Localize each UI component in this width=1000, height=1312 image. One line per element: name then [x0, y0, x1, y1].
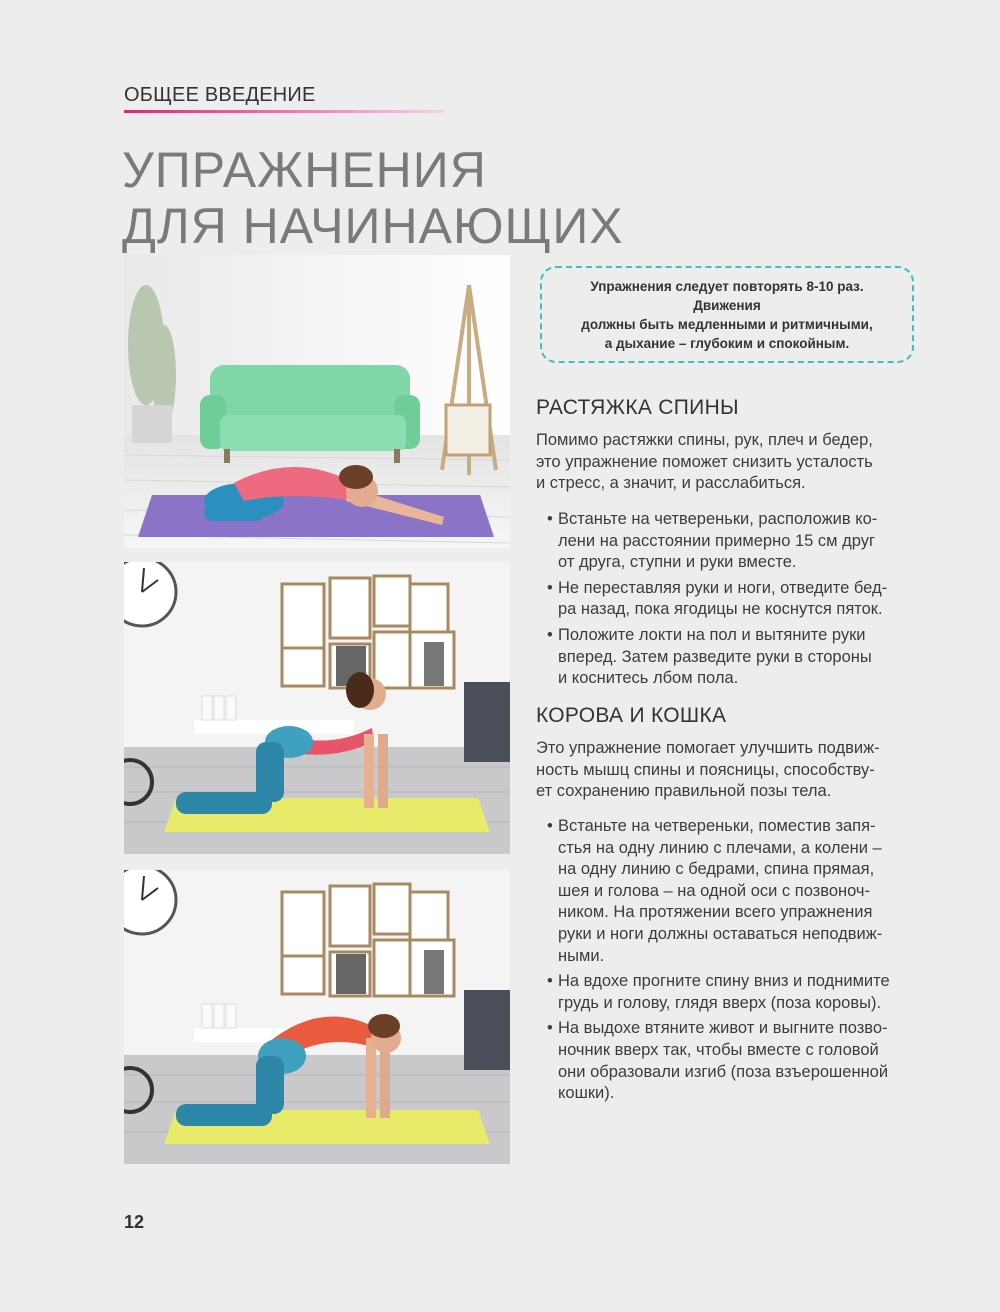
section-heading-back-stretch: РАСТЯЖКА СПИНЫ: [536, 396, 739, 419]
section-label-underline: [124, 110, 444, 113]
step-line: стья на одну линию с плечами, а колени –: [558, 838, 882, 857]
cat-pose-photo: [124, 870, 510, 1164]
step-line: • На вдохе прогните спину вниз и поднимите: [558, 972, 890, 991]
intro-line: ность мышц спины и поясницы, способству-: [536, 760, 875, 779]
step-line: лени на расстоянии примерно 15 см друг: [558, 531, 875, 550]
step-line: ными.: [558, 946, 605, 965]
step-item: [548, 971, 922, 1014]
tip-callout-box: [540, 266, 914, 363]
step-line: грудь и голову, глядя вверх (поза коровы).: [558, 993, 882, 1012]
steps-list-back-stretch: [548, 509, 922, 694]
step-line: кошки).: [558, 1084, 615, 1103]
child-pose-photo: [124, 255, 510, 548]
section-heading-cow-cat: КОРОВА И КОШКА: [536, 704, 727, 727]
step-line: • Встаньте на четвереньки, поместив запя-: [558, 817, 876, 835]
step-item: [548, 578, 922, 621]
section-intro-cow-cat: [536, 738, 922, 803]
page-title-line-1: УПРАЖНЕНИЯ: [122, 142, 487, 198]
step-line: от друга, ступни и руки вместе.: [558, 553, 797, 572]
step-item: [548, 509, 922, 574]
page-title: [122, 142, 624, 254]
step-item: [548, 625, 922, 690]
tip-line-2: должны быть медленными и ритмичными,: [581, 316, 873, 332]
step-line: вперед. Затем разведите руки в стороны: [558, 647, 872, 666]
step-line: ра назад, пока ягодицы не коснутся пяток.: [558, 600, 883, 619]
cow-pose-photo: [124, 562, 510, 854]
step-line: • Положите локти на пол и вытяните руки: [558, 625, 866, 644]
section-label: ОБЩЕЕ ВВЕДЕНИЕ: [124, 84, 316, 106]
step-line: шея и голова – на одной оси с позвоноч-: [558, 881, 871, 900]
step-line: они образовали изгиб (поза взъерошенной: [558, 1062, 889, 1081]
tip-line-1: Упражнения следует повторять 8-10 раз. Движения: [590, 278, 864, 313]
page-title-line-2: ДЛЯ НАЧИНАЮЩИХ: [122, 198, 624, 254]
section-intro-back-stretch: [536, 430, 922, 495]
step-line: и коснитесь лбом пола.: [558, 669, 739, 688]
step-line: • Встаньте на четвереньки, расположив ко-: [558, 510, 878, 528]
step-line: руки и ноги должны оставаться неподвиж-: [558, 924, 883, 943]
step-item: [548, 816, 922, 967]
step-line: ником. На протяжении всего упражнения: [558, 903, 873, 922]
tip-callout-text: [560, 277, 894, 353]
step-item: [548, 1018, 922, 1104]
intro-line: это упражнение поможет снизить усталость: [536, 452, 873, 471]
step-line: на одну линию с бедрами, спина прямая,: [558, 860, 875, 879]
intro-line: ет сохранению правильной позы тела.: [536, 782, 832, 801]
intro-line: и стресс, а значит, и расслабиться.: [536, 474, 806, 493]
step-line: ночник вверх так, чтобы вместе с головой: [558, 1040, 879, 1059]
intro-line: Это упражнение помогает улучшить подвиж-: [536, 739, 880, 757]
steps-list-cow-cat: [548, 816, 922, 1109]
intro-line: Помимо растяжки спины, рук, плеч и бедер,: [536, 431, 873, 449]
page-number: 12: [124, 1212, 145, 1232]
tip-line-3: а дыхание – глубоким и спокойным.: [604, 335, 850, 351]
step-line: • Не переставляя руки и ноги, отведите бед-: [558, 578, 888, 597]
step-line: • На выдохе втяните живот и выгните позво-: [558, 1019, 888, 1038]
